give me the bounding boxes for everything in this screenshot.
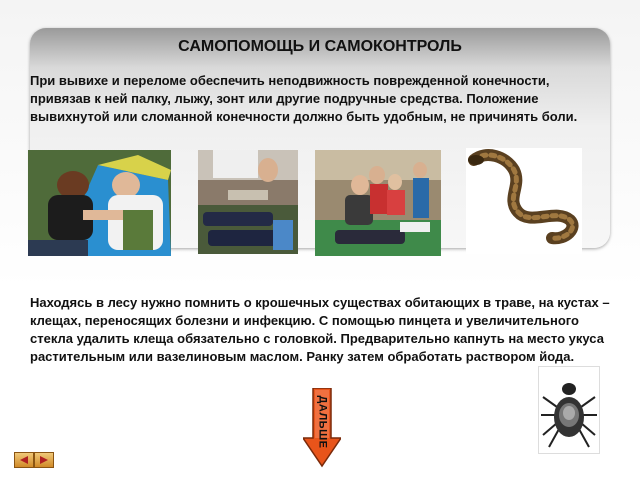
tick-icon — [539, 367, 599, 453]
photo-snake — [466, 148, 582, 254]
arrow-right-icon — [38, 455, 50, 465]
arrow-left-icon — [18, 455, 30, 465]
slide-title: САМОПОМОЩЬ И САМОКОНТРОЛЬ — [178, 38, 462, 55]
photo-first-aid-tent — [28, 150, 171, 256]
next-slide-button[interactable] — [34, 452, 54, 468]
previous-slide-button[interactable] — [14, 452, 34, 468]
photo-leg-splint — [198, 150, 298, 254]
paragraph-fracture-help: При вывихе и переломе обеспечить неподвижность поврежденной конечности, привязав к ней палку, лыжу, зонт или другие подручные средства. Положение вывихнутой или сломанной конечности должно быть удобным, не причинять боли. — [30, 73, 578, 124]
photo-tick — [538, 366, 600, 454]
next-label-text: ДАЛЬШЕ — [316, 395, 328, 449]
paragraph-tick-help: Находясь в лесу нужно помнить о крошечных существах обитающих в траве, на кустах – клещах, переносящих болезни и инфекцию. С помощью пинцета и увеличительного стекла удалить клеща обязательно с головкой. Предварительно капнуть на место укуса растительным или вазелиновым маслом. Ранку затем обработать раствором йода. — [30, 295, 610, 364]
snake-icon — [466, 148, 582, 254]
photo-group-training — [315, 150, 441, 256]
next-slide-label — [303, 392, 341, 452]
